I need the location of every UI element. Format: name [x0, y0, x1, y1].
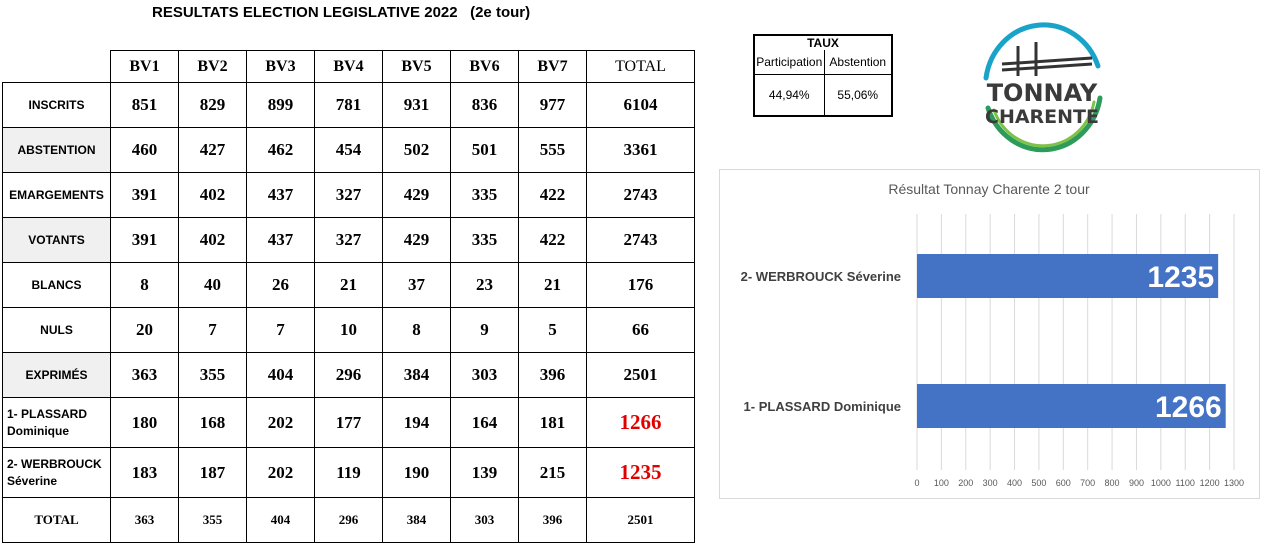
total-cell: 1266	[587, 398, 695, 448]
value-cell: 429	[383, 218, 451, 263]
x-tick-label: 1000	[1150, 478, 1171, 488]
value-cell: 429	[383, 173, 451, 218]
value-cell: 931	[383, 83, 451, 128]
abstention-value: 55,06%	[824, 75, 892, 117]
value-cell: 7	[179, 308, 247, 353]
value-cell: 303	[451, 498, 519, 543]
data-label: 1235	[1147, 261, 1215, 294]
value-cell: 21	[519, 263, 587, 308]
value-cell: 402	[179, 218, 247, 263]
value-cell: 21	[315, 263, 383, 308]
total-cell: 2743	[587, 173, 695, 218]
x-tick-label: 100	[933, 478, 949, 488]
value-cell: 899	[247, 83, 315, 128]
value-cell: 391	[111, 218, 179, 263]
value-cell: 202	[247, 398, 315, 448]
table-row	[3, 83, 695, 128]
value-cell: 10	[315, 308, 383, 353]
total-cell: 3361	[587, 128, 695, 173]
value-cell: 454	[315, 128, 383, 173]
logo-text-charente: CHARENTE	[985, 106, 1099, 128]
value-cell: 183	[111, 448, 179, 498]
chart-svg	[720, 170, 1259, 498]
value-cell: 335	[451, 173, 519, 218]
category-label: 1- PLASSARD Dominique	[743, 399, 901, 414]
total-cell: 2743	[587, 218, 695, 263]
value-cell: 396	[519, 353, 587, 398]
x-tick-label: 900	[1128, 478, 1144, 488]
value-cell: 437	[247, 218, 315, 263]
row-label: TOTAL	[3, 498, 111, 543]
value-cell: 462	[247, 128, 315, 173]
value-cell: 851	[111, 83, 179, 128]
participation-value: 44,94%	[754, 75, 824, 117]
value-cell: 8	[383, 308, 451, 353]
row-label: BLANCS	[3, 263, 111, 308]
x-tick-label: 800	[1104, 478, 1120, 488]
x-tick-label: 1100	[1175, 478, 1195, 488]
data-label: 1266	[1154, 391, 1222, 424]
row-label: INSCRITS	[3, 83, 111, 128]
value-cell: 40	[179, 263, 247, 308]
chart-title: Résultat Tonnay Charente 2 tour	[888, 181, 1090, 197]
value-cell: 164	[451, 398, 519, 448]
value-cell: 180	[111, 398, 179, 448]
value-cell: 422	[519, 173, 587, 218]
value-cell: 177	[315, 398, 383, 448]
value-cell: 396	[519, 498, 587, 543]
total-cell: 2501	[587, 353, 695, 398]
row-label: NULS	[3, 308, 111, 353]
value-cell: 119	[315, 448, 383, 498]
col-header: BV7	[519, 51, 587, 83]
value-cell: 836	[451, 83, 519, 128]
abstention-label: Abstention	[824, 50, 892, 75]
value-cell: 404	[247, 498, 315, 543]
table-row	[3, 398, 695, 448]
value-cell: 139	[451, 448, 519, 498]
value-cell: 296	[315, 498, 383, 543]
value-cell: 5	[519, 308, 587, 353]
table-row	[3, 308, 695, 353]
logo-text-tonnay: TONNAY	[986, 79, 1098, 107]
x-tick-label: 600	[1055, 478, 1071, 488]
x-tick-label: 1200	[1199, 478, 1220, 488]
table-row	[3, 218, 695, 263]
row-label: VOTANTS	[3, 218, 111, 263]
table-row	[3, 448, 695, 498]
row-label: EXPRIMÉS	[3, 353, 111, 398]
col-header: BV1	[111, 51, 179, 83]
table-row	[3, 128, 695, 173]
tonnay-charente-logo	[972, 6, 1112, 158]
value-cell: 422	[519, 218, 587, 263]
value-cell: 303	[451, 353, 519, 398]
total-cell: 176	[587, 263, 695, 308]
row-label	[3, 398, 111, 448]
value-cell: 384	[383, 353, 451, 398]
x-tick-label: 700	[1080, 478, 1096, 488]
row-label: EMARGEMENTS	[3, 173, 111, 218]
value-cell: 327	[315, 218, 383, 263]
row-label-line: Séverine	[7, 473, 58, 488]
value-cell: 202	[247, 448, 315, 498]
value-cell: 215	[519, 448, 587, 498]
x-tick-label: 0	[914, 478, 920, 488]
category-label: 2- WERBROUCK Séverine	[740, 269, 901, 284]
value-cell: 384	[383, 498, 451, 543]
row-label: ABSTENTION	[3, 128, 111, 173]
x-tick-label: 1300	[1223, 478, 1245, 488]
value-cell: 555	[519, 128, 587, 173]
total-cell: 6104	[587, 83, 695, 128]
total-cell: 2501	[587, 498, 695, 543]
value-cell: 190	[383, 448, 451, 498]
x-tick-label: 200	[958, 478, 974, 488]
value-cell: 502	[383, 128, 451, 173]
value-cell: 781	[315, 83, 383, 128]
value-cell: 363	[111, 353, 179, 398]
table-row	[3, 353, 695, 398]
value-cell: 363	[111, 498, 179, 543]
value-cell: 194	[383, 398, 451, 448]
col-header: BV2	[179, 51, 247, 83]
value-cell: 355	[179, 498, 247, 543]
col-header: BV5	[383, 51, 451, 83]
value-cell: 977	[519, 83, 587, 128]
value-cell: 187	[179, 448, 247, 498]
value-cell: 8	[111, 263, 179, 308]
col-header: BV4	[315, 51, 383, 83]
row-label-line: Dominique	[7, 423, 69, 438]
col-header: TOTAL	[587, 51, 695, 83]
value-cell: 355	[179, 353, 247, 398]
participation-label: Participation	[754, 50, 824, 75]
value-cell: 23	[451, 263, 519, 308]
row-label-line: 1- PLASSARD	[7, 406, 88, 421]
value-cell: 501	[451, 128, 519, 173]
taux-table	[753, 34, 893, 117]
value-cell: 335	[451, 218, 519, 263]
results-bar-chart	[719, 169, 1260, 499]
table-row	[3, 498, 695, 543]
value-cell: 427	[179, 128, 247, 173]
row-label	[3, 448, 111, 498]
x-tick-label: 500	[1031, 478, 1047, 488]
taux-title: TAUX	[754, 35, 892, 50]
corner-cell	[3, 51, 111, 83]
value-cell: 404	[247, 353, 315, 398]
row-label-line: 2- WERBROUCK	[7, 456, 102, 471]
results-table	[2, 50, 695, 543]
value-cell: 37	[383, 263, 451, 308]
value-cell: 296	[315, 353, 383, 398]
value-cell: 402	[179, 173, 247, 218]
total-cell: 66	[587, 308, 695, 353]
value-cell: 9	[451, 308, 519, 353]
value-cell: 181	[519, 398, 587, 448]
x-tick-label: 400	[1007, 478, 1023, 488]
logo-bridge-icon	[1002, 42, 1092, 76]
value-cell: 460	[111, 128, 179, 173]
page-title: RESULTATS ELECTION LEGISLATIVE 2022 (2e tour)	[152, 4, 531, 21]
value-cell: 391	[111, 173, 179, 218]
value-cell: 7	[247, 308, 315, 353]
value-cell: 327	[315, 173, 383, 218]
value-cell: 437	[247, 173, 315, 218]
table-row	[3, 173, 695, 218]
col-header: BV6	[451, 51, 519, 83]
x-tick-label: 300	[982, 478, 998, 488]
value-cell: 829	[179, 83, 247, 128]
table-row	[3, 263, 695, 308]
col-header: BV3	[247, 51, 315, 83]
value-cell: 20	[111, 308, 179, 353]
value-cell: 26	[247, 263, 315, 308]
total-cell: 1235	[587, 448, 695, 498]
value-cell: 168	[179, 398, 247, 448]
